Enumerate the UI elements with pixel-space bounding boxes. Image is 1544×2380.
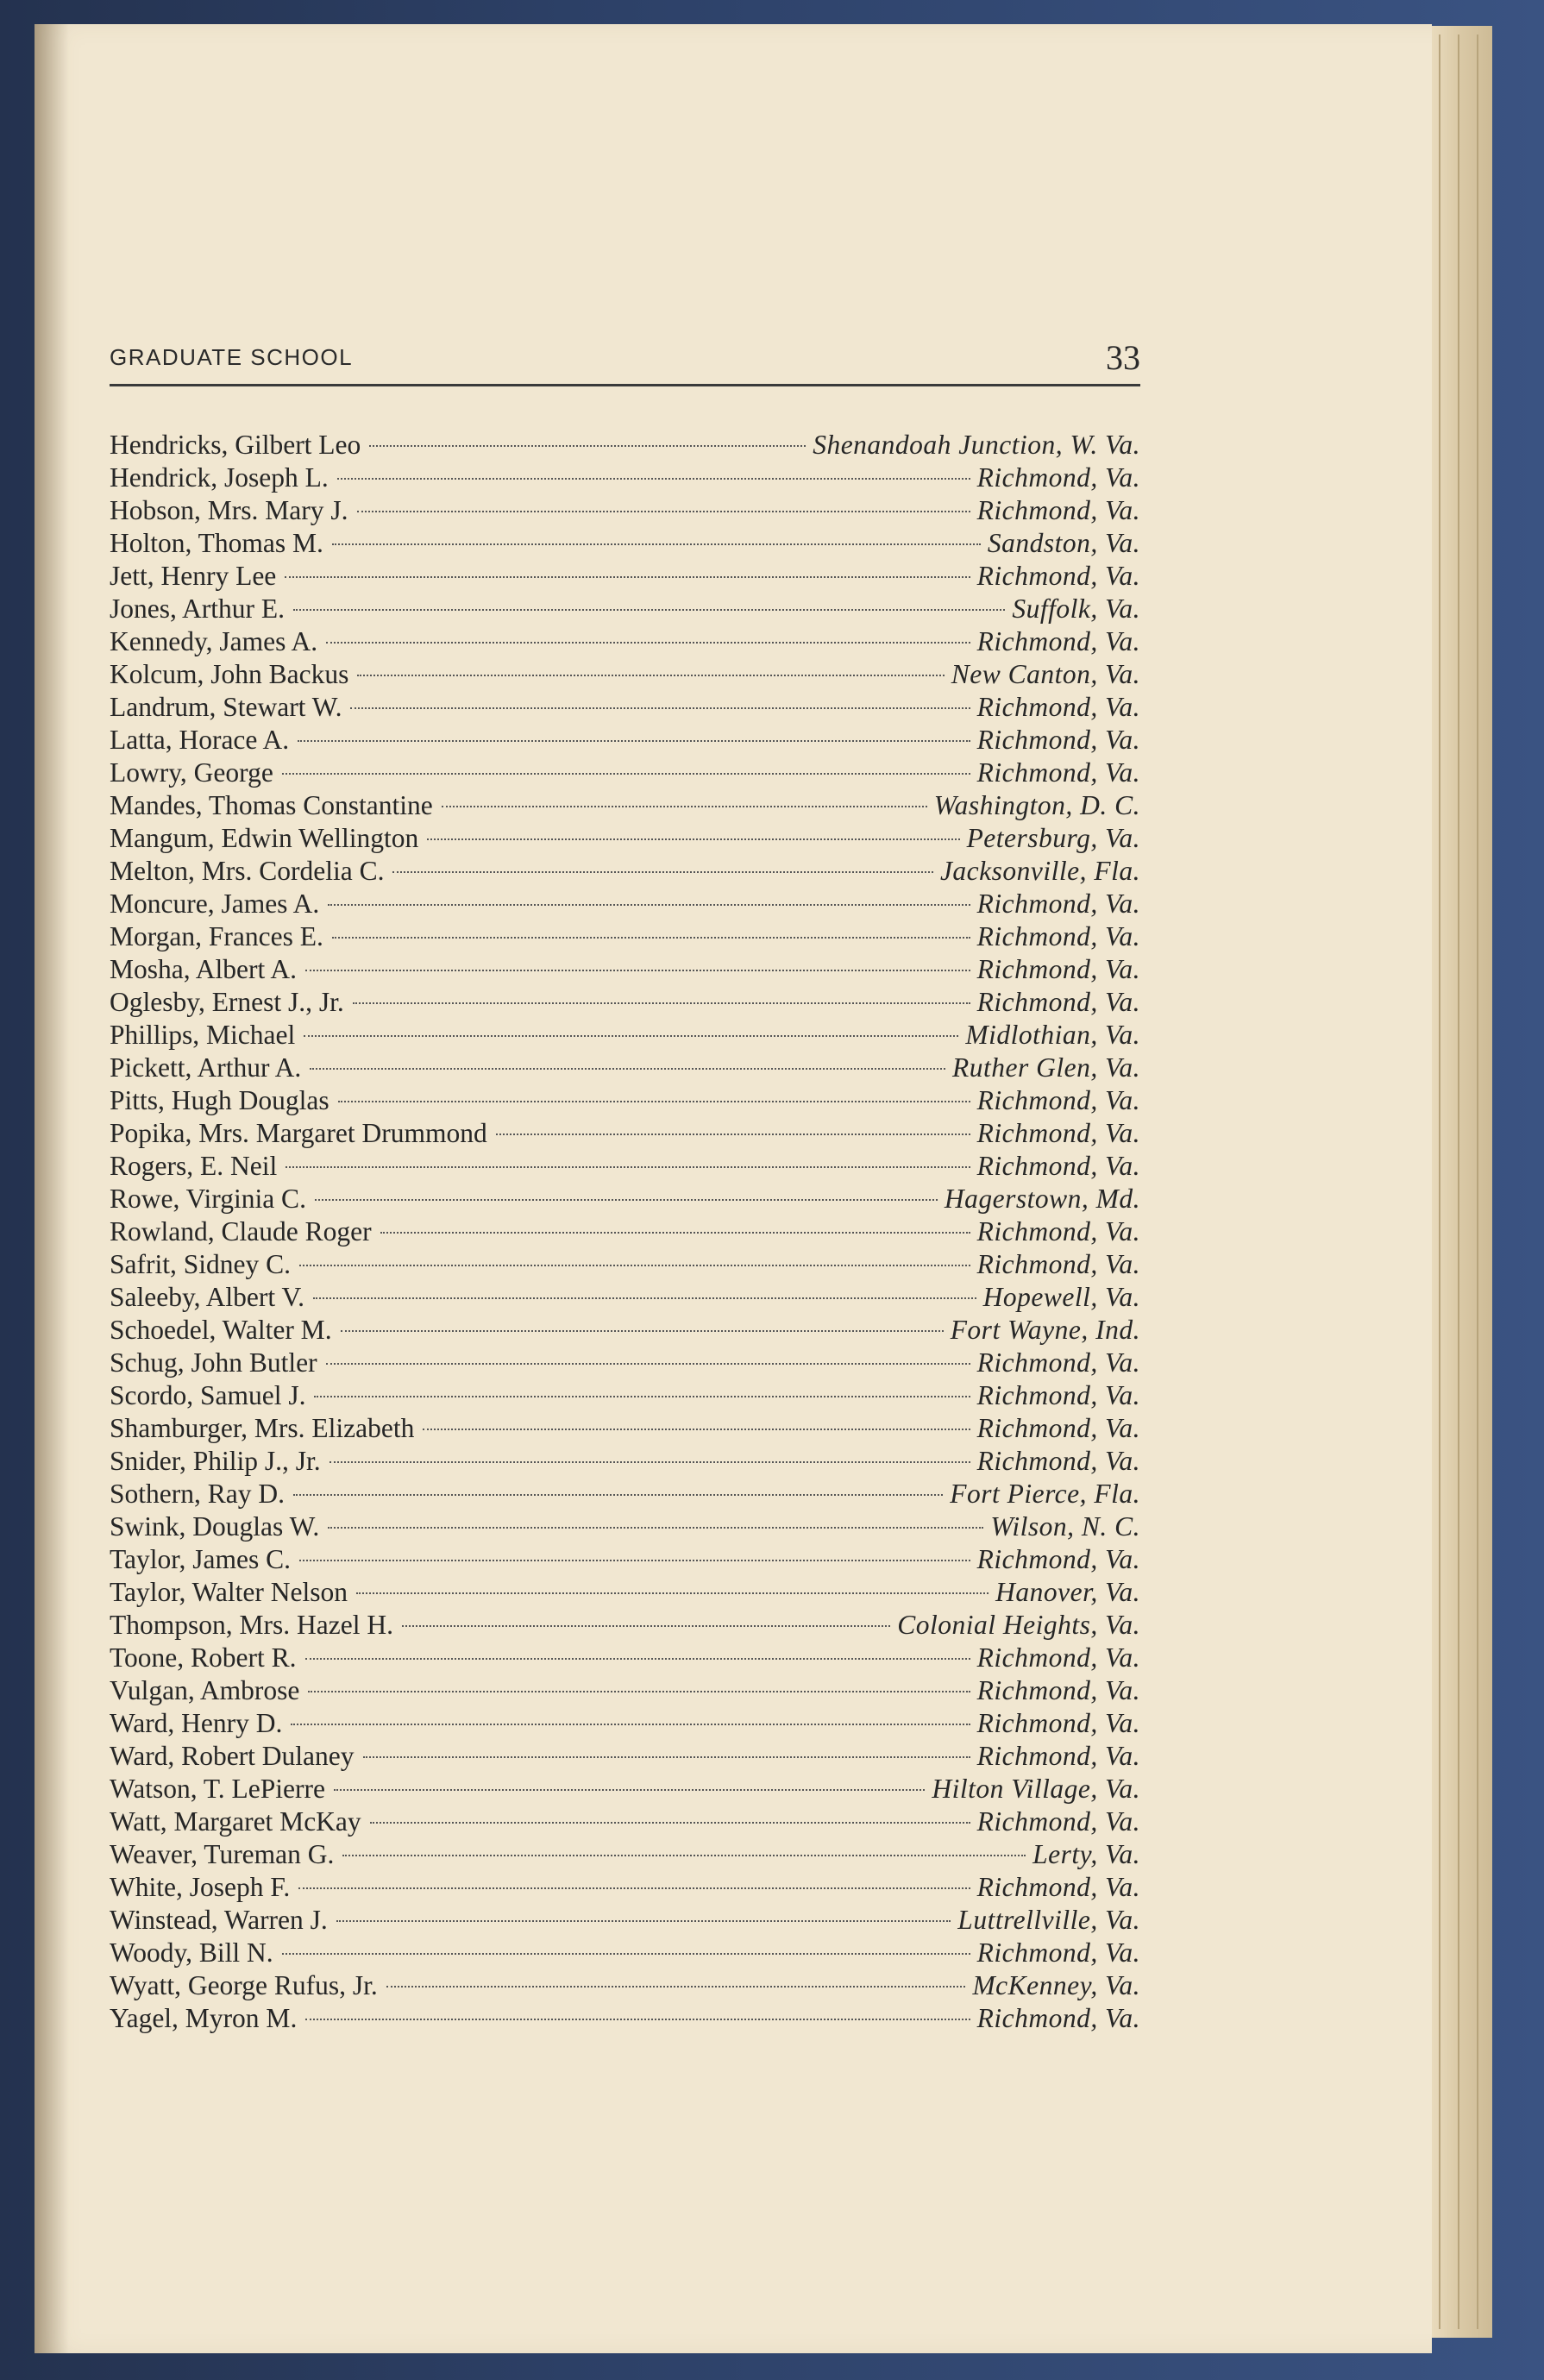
list-item (110, 658, 1140, 691)
entry-name: Shamburger, Mrs. Elizabeth (110, 1413, 415, 1443)
list-item (110, 724, 1140, 757)
entry-place: Richmond, Va. (976, 1347, 1140, 1378)
entry-place: Richmond, Va. (976, 889, 1140, 919)
list-item (110, 1609, 1140, 1642)
list-item (110, 1478, 1140, 1510)
list-item (110, 920, 1140, 953)
entry-name: Toone, Robert R. (110, 1642, 297, 1673)
list-item (110, 1412, 1140, 1445)
entry-place: Ruther Glen, Va. (952, 1052, 1140, 1083)
entry-name: Rowland, Claude Roger (110, 1216, 372, 1247)
dot-leader (282, 773, 970, 775)
entry-name: Yagel, Myron M. (110, 2003, 298, 2033)
entry-place: Richmond, Va. (976, 1413, 1140, 1443)
entry-place: Colonial Heights, Va. (897, 1610, 1140, 1640)
entry-name: Vulgan, Ambrose (110, 1675, 300, 1705)
dot-leader (496, 1133, 970, 1135)
list-item (110, 1347, 1140, 1379)
dot-leader (298, 740, 970, 742)
entry-place: Richmond, Va. (976, 1937, 1140, 1968)
entry-place: Luttrellville, Va. (957, 1905, 1140, 1935)
entry-name: Watson, T. LePierre (110, 1774, 325, 1804)
entry-name: Latta, Horace A. (110, 725, 290, 755)
dot-leader (370, 1822, 970, 1824)
entry-name: Mosha, Albert A. (110, 954, 297, 984)
dot-leader (332, 543, 981, 545)
dot-leader (299, 1265, 970, 1266)
list-item (110, 757, 1140, 789)
dot-leader (334, 1789, 925, 1791)
entry-name: Landrum, Stewart W. (110, 692, 342, 722)
list-item (110, 855, 1140, 888)
dot-leader (310, 1068, 945, 1070)
dot-leader (305, 1658, 970, 1660)
list-item (110, 1576, 1140, 1609)
entry-place: Richmond, Va. (976, 1446, 1140, 1476)
dot-leader (350, 707, 970, 709)
dot-leader (341, 1330, 944, 1332)
dot-leader (332, 937, 970, 939)
dot-leader (342, 1855, 1026, 1856)
list-item (110, 789, 1140, 822)
entry-place: Fort Pierce, Fla. (950, 1479, 1140, 1509)
entry-name: Mandes, Thomas Constantine (110, 790, 433, 820)
entry-place: Midlothian, Va. (965, 1020, 1140, 1050)
page-header (110, 332, 1140, 384)
entry-name: Mangum, Edwin Wellington (110, 823, 419, 853)
entry-name: Taylor, James C. (110, 1544, 291, 1574)
entry-place: Sandston, Va. (987, 528, 1140, 558)
dot-leader (285, 576, 970, 578)
list-item (110, 2002, 1140, 2035)
entry-name: Safrit, Sidney C. (110, 1249, 291, 1279)
list-item (110, 1445, 1140, 1478)
entry-place: Suffolk, Va. (1012, 593, 1140, 624)
entry-place: Richmond, Va. (976, 462, 1140, 493)
dot-leader (315, 1199, 938, 1201)
entry-name: White, Joseph F. (110, 1872, 291, 1902)
list-item (110, 429, 1140, 462)
dot-leader (442, 806, 927, 807)
entry-name: Weaver, Tureman G. (110, 1839, 335, 1869)
entry-name: Hobson, Mrs. Mary J. (110, 495, 348, 525)
dot-leader (330, 1461, 970, 1463)
dot-leader (326, 1363, 970, 1365)
entry-name: Scordo, Samuel J. (110, 1380, 306, 1410)
entry-place: Washington, D. C. (933, 790, 1140, 820)
list-item (110, 1183, 1140, 1215)
entry-place: Jacksonville, Fla. (939, 856, 1140, 886)
entry-place: Richmond, Va. (976, 1249, 1140, 1279)
list-item (110, 1773, 1140, 1805)
dot-leader (427, 838, 959, 840)
list-item (110, 691, 1140, 724)
dot-leader (326, 642, 970, 644)
entry-place: Shenandoah Junction, W. Va. (813, 430, 1140, 460)
entry-place: Hagerstown, Md. (944, 1184, 1140, 1214)
entry-place: Richmond, Va. (976, 1118, 1140, 1148)
dot-leader (353, 1002, 970, 1004)
entry-name: Rogers, E. Neil (110, 1151, 278, 1181)
dot-leader (402, 1625, 890, 1627)
entry-name: Schug, John Butler (110, 1347, 317, 1378)
list-item (110, 953, 1140, 986)
list-item (110, 625, 1140, 658)
list-item (110, 1543, 1140, 1576)
entry-place: Richmond, Va. (976, 1741, 1140, 1771)
entry-name: Wyatt, George Rufus, Jr. (110, 1970, 378, 2000)
entry-place: Richmond, Va. (976, 725, 1140, 755)
list-item (110, 494, 1140, 527)
dot-leader (304, 1035, 958, 1037)
dot-leader (386, 1986, 966, 1988)
entry-place: Richmond, Va. (976, 1216, 1140, 1247)
dot-leader (293, 609, 1005, 611)
list-item (110, 1314, 1140, 1347)
entry-name: Taylor, Walter Nelson (110, 1577, 348, 1607)
entry-place: Richmond, Va. (976, 1872, 1140, 1902)
list-item (110, 1215, 1140, 1248)
list-item (110, 560, 1140, 593)
entry-name: Schoedel, Walter M. (110, 1315, 332, 1345)
list-item (110, 1805, 1140, 1838)
entry-name: Lowry, George (110, 757, 273, 788)
dot-leader (380, 1232, 970, 1234)
header-rule (110, 384, 1140, 386)
list-item (110, 1019, 1140, 1052)
dot-leader (282, 1953, 970, 1955)
entry-name: Kennedy, James A. (110, 626, 318, 656)
dot-leader (305, 2019, 970, 2020)
list-item (110, 1510, 1140, 1543)
entry-name: Phillips, Michael (110, 1020, 296, 1050)
entry-place: Richmond, Va. (976, 1708, 1140, 1738)
entry-name: Ward, Henry D. (110, 1708, 283, 1738)
entry-name: Pickett, Arthur A. (110, 1052, 302, 1083)
entry-name: Ward, Robert Dulaney (110, 1741, 355, 1771)
dot-leader (298, 1887, 970, 1889)
page-stack-line (1458, 35, 1459, 2329)
entry-place: Richmond, Va. (976, 1675, 1140, 1705)
entry-place: Richmond, Va. (976, 1085, 1140, 1115)
entry-place: Richmond, Va. (976, 626, 1140, 656)
entry-place: Richmond, Va. (976, 561, 1140, 591)
list-item (110, 1838, 1140, 1871)
entry-name: Swink, Douglas W. (110, 1511, 320, 1542)
dot-leader (337, 478, 970, 480)
dot-leader (328, 1527, 983, 1529)
dot-leader (363, 1756, 970, 1758)
entry-name: Jones, Arthur E. (110, 593, 285, 624)
dot-leader (336, 1920, 951, 1922)
list-item (110, 1674, 1140, 1707)
entry-name: Hendrick, Joseph L. (110, 462, 329, 493)
entry-place: Richmond, Va. (976, 987, 1140, 1017)
list-item (110, 888, 1140, 920)
entry-name: Snider, Philip J., Jr. (110, 1446, 321, 1476)
entry-place: Richmond, Va. (976, 921, 1140, 951)
entry-name: Melton, Mrs. Cordelia C. (110, 856, 385, 886)
entry-name: Saleeby, Albert V. (110, 1282, 305, 1312)
entry-name: Holton, Thomas M. (110, 528, 323, 558)
entry-name: Pitts, Hugh Douglas (110, 1085, 330, 1115)
list-item (110, 593, 1140, 625)
list-item (110, 822, 1140, 855)
list-item (110, 1740, 1140, 1773)
dot-leader (313, 1297, 976, 1299)
entry-name: Moncure, James A. (110, 889, 320, 919)
dot-leader (314, 1396, 970, 1397)
dot-leader (328, 904, 970, 906)
entry-place: Richmond, Va. (976, 1806, 1140, 1837)
dot-leader (291, 1724, 970, 1725)
entry-place: Richmond, Va. (976, 2003, 1140, 2033)
dot-leader (392, 871, 932, 873)
list-item (110, 1871, 1140, 1904)
entry-name: Watt, Margaret McKay (110, 1806, 361, 1837)
entry-name: Rowe, Virginia C. (110, 1184, 306, 1214)
entry-place: Petersburg, Va. (966, 823, 1140, 853)
entry-name: Morgan, Frances E. (110, 921, 323, 951)
running-head: GRADUATE SCHOOL (110, 344, 354, 370)
entry-place: New Canton, Va. (951, 659, 1140, 689)
entry-name: Jett, Henry Lee (110, 561, 277, 591)
dot-leader (286, 1166, 970, 1168)
entry-place: Fort Wayne, Ind. (950, 1315, 1140, 1345)
list-item (110, 462, 1140, 494)
entry-name: Popika, Mrs. Margaret Drummond (110, 1118, 487, 1148)
dot-leader (293, 1494, 943, 1496)
entry-name: Winstead, Warren J. (110, 1905, 328, 1935)
entry-place: Richmond, Va. (976, 692, 1140, 722)
entry-place: Hanover, Va. (995, 1577, 1140, 1607)
dot-leader (356, 1592, 989, 1594)
entry-place: Richmond, Va. (976, 1380, 1140, 1410)
dot-leader (369, 445, 806, 447)
dot-leader (357, 675, 944, 676)
entry-place: Richmond, Va. (976, 1642, 1140, 1673)
entry-name: Oglesby, Ernest J., Jr. (110, 987, 344, 1017)
dot-leader (423, 1429, 970, 1430)
page-stack-line (1439, 35, 1440, 2329)
list-item (110, 1150, 1140, 1183)
dot-leader (299, 1560, 970, 1561)
list-item (110, 1084, 1140, 1117)
entry-place: Hopewell, Va. (982, 1282, 1140, 1312)
dot-leader (305, 970, 970, 971)
entry-place: Richmond, Va. (976, 757, 1140, 788)
entry-name: Kolcum, John Backus (110, 659, 349, 689)
entry-place: Richmond, Va. (976, 954, 1140, 984)
list-item (110, 1379, 1140, 1412)
dot-leader (338, 1101, 970, 1102)
list-item (110, 986, 1140, 1019)
entry-place: McKenney, Va. (972, 1970, 1140, 2000)
list-item (110, 1904, 1140, 1937)
list-item (110, 527, 1140, 560)
list-item (110, 1707, 1140, 1740)
list-item (110, 1052, 1140, 1084)
entry-place: Hilton Village, Va. (932, 1774, 1140, 1804)
entry-name: Woody, Bill N. (110, 1937, 273, 1968)
list-item (110, 1937, 1140, 1969)
entry-place: Richmond, Va. (976, 495, 1140, 525)
gutter-shadow (35, 24, 69, 2353)
entry-place: Wilson, N. C. (990, 1511, 1140, 1542)
dot-leader (308, 1691, 970, 1692)
list-item (110, 1248, 1140, 1281)
entry-name: Sothern, Ray D. (110, 1479, 285, 1509)
page-number: 33 (1106, 338, 1140, 377)
entry-name: Hendricks, Gilbert Leo (110, 430, 361, 460)
entry-place: Lerty, Va. (1032, 1839, 1140, 1869)
list-item (110, 1969, 1140, 2002)
list-item (110, 1642, 1140, 1674)
entry-name: Thompson, Mrs. Hazel H. (110, 1610, 393, 1640)
directory-list (110, 429, 1140, 2035)
dot-leader (357, 511, 970, 512)
list-item (110, 1281, 1140, 1314)
page-stack-line (1477, 35, 1478, 2329)
entry-place: Richmond, Va. (976, 1544, 1140, 1574)
list-item (110, 1117, 1140, 1150)
entry-place: Richmond, Va. (976, 1151, 1140, 1181)
